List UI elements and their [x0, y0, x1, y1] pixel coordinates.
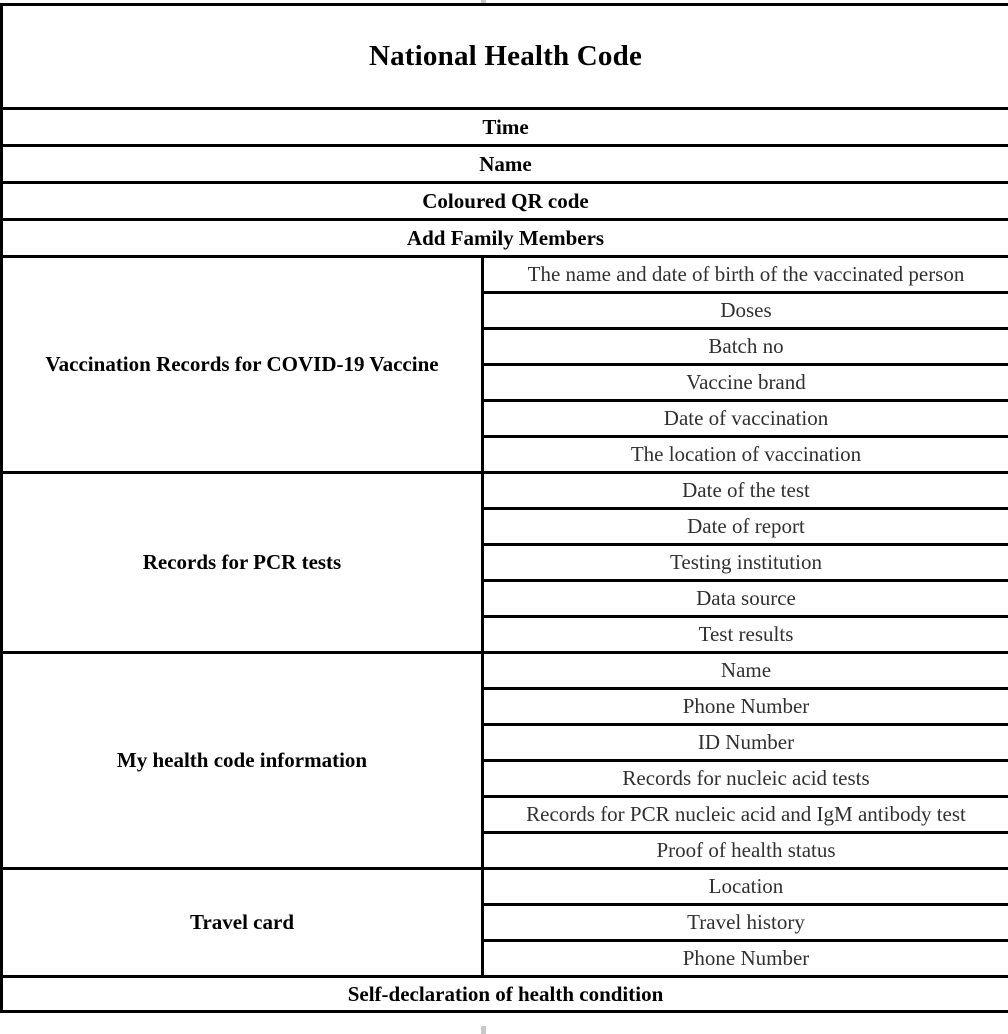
section-item: Batch no [483, 329, 1008, 365]
table-row [2, 473, 1008, 509]
section-item: Name [483, 653, 1008, 689]
table-row [2, 220, 1008, 257]
section-label-vaccination-records: Vaccination Records for COVID-19 Vaccine [2, 257, 483, 473]
row-label-coloured-qr-code: Coloured QR code [2, 183, 1008, 220]
section-item: Travel history [483, 905, 1008, 941]
section-item: Date of report [483, 509, 1008, 545]
section-item: Data source [483, 581, 1008, 617]
section-item: The location of vaccination [483, 437, 1008, 473]
table-row [2, 869, 1008, 905]
table-row [2, 257, 1008, 293]
table-row [2, 653, 1008, 689]
table-row-title [2, 5, 1008, 109]
section-label-travel-card: Travel card [2, 869, 483, 977]
section-item: Phone Number [483, 941, 1008, 977]
section-item: Date of vaccination [483, 401, 1008, 437]
page-title: National Health Code [2, 5, 1008, 109]
section-item: Records for nucleic acid tests [483, 761, 1008, 797]
row-label-name: Name [2, 146, 1008, 183]
row-label-time: Time [2, 109, 1008, 146]
row-label-add-family-members: Add Family Members [2, 220, 1008, 257]
table-row [2, 109, 1008, 146]
section-item: Vaccine brand [483, 365, 1008, 401]
section-item: Test results [483, 617, 1008, 653]
section-item: Date of the test [483, 473, 1008, 509]
section-item: The name and date of birth of the vaccinated person [483, 257, 1008, 293]
section-item: Location [483, 869, 1008, 905]
section-item: Phone Number [483, 689, 1008, 725]
table-row [2, 183, 1008, 220]
row-label-self-declaration: Self-declaration of health condition [2, 977, 1008, 1012]
section-item: Doses [483, 293, 1008, 329]
section-item: Testing institution [483, 545, 1008, 581]
table-row [2, 977, 1008, 1012]
outer-grid-tick-bottom [481, 1026, 486, 1034]
section-label-pcr-tests: Records for PCR tests [2, 473, 483, 653]
section-item: Records for PCR nucleic acid and IgM antibody test [483, 797, 1008, 833]
section-item: ID Number [483, 725, 1008, 761]
health-code-table [0, 3, 1008, 1013]
section-label-my-health-code-information: My health code information [2, 653, 483, 869]
table-row [2, 146, 1008, 183]
section-item: Proof of health status [483, 833, 1008, 869]
